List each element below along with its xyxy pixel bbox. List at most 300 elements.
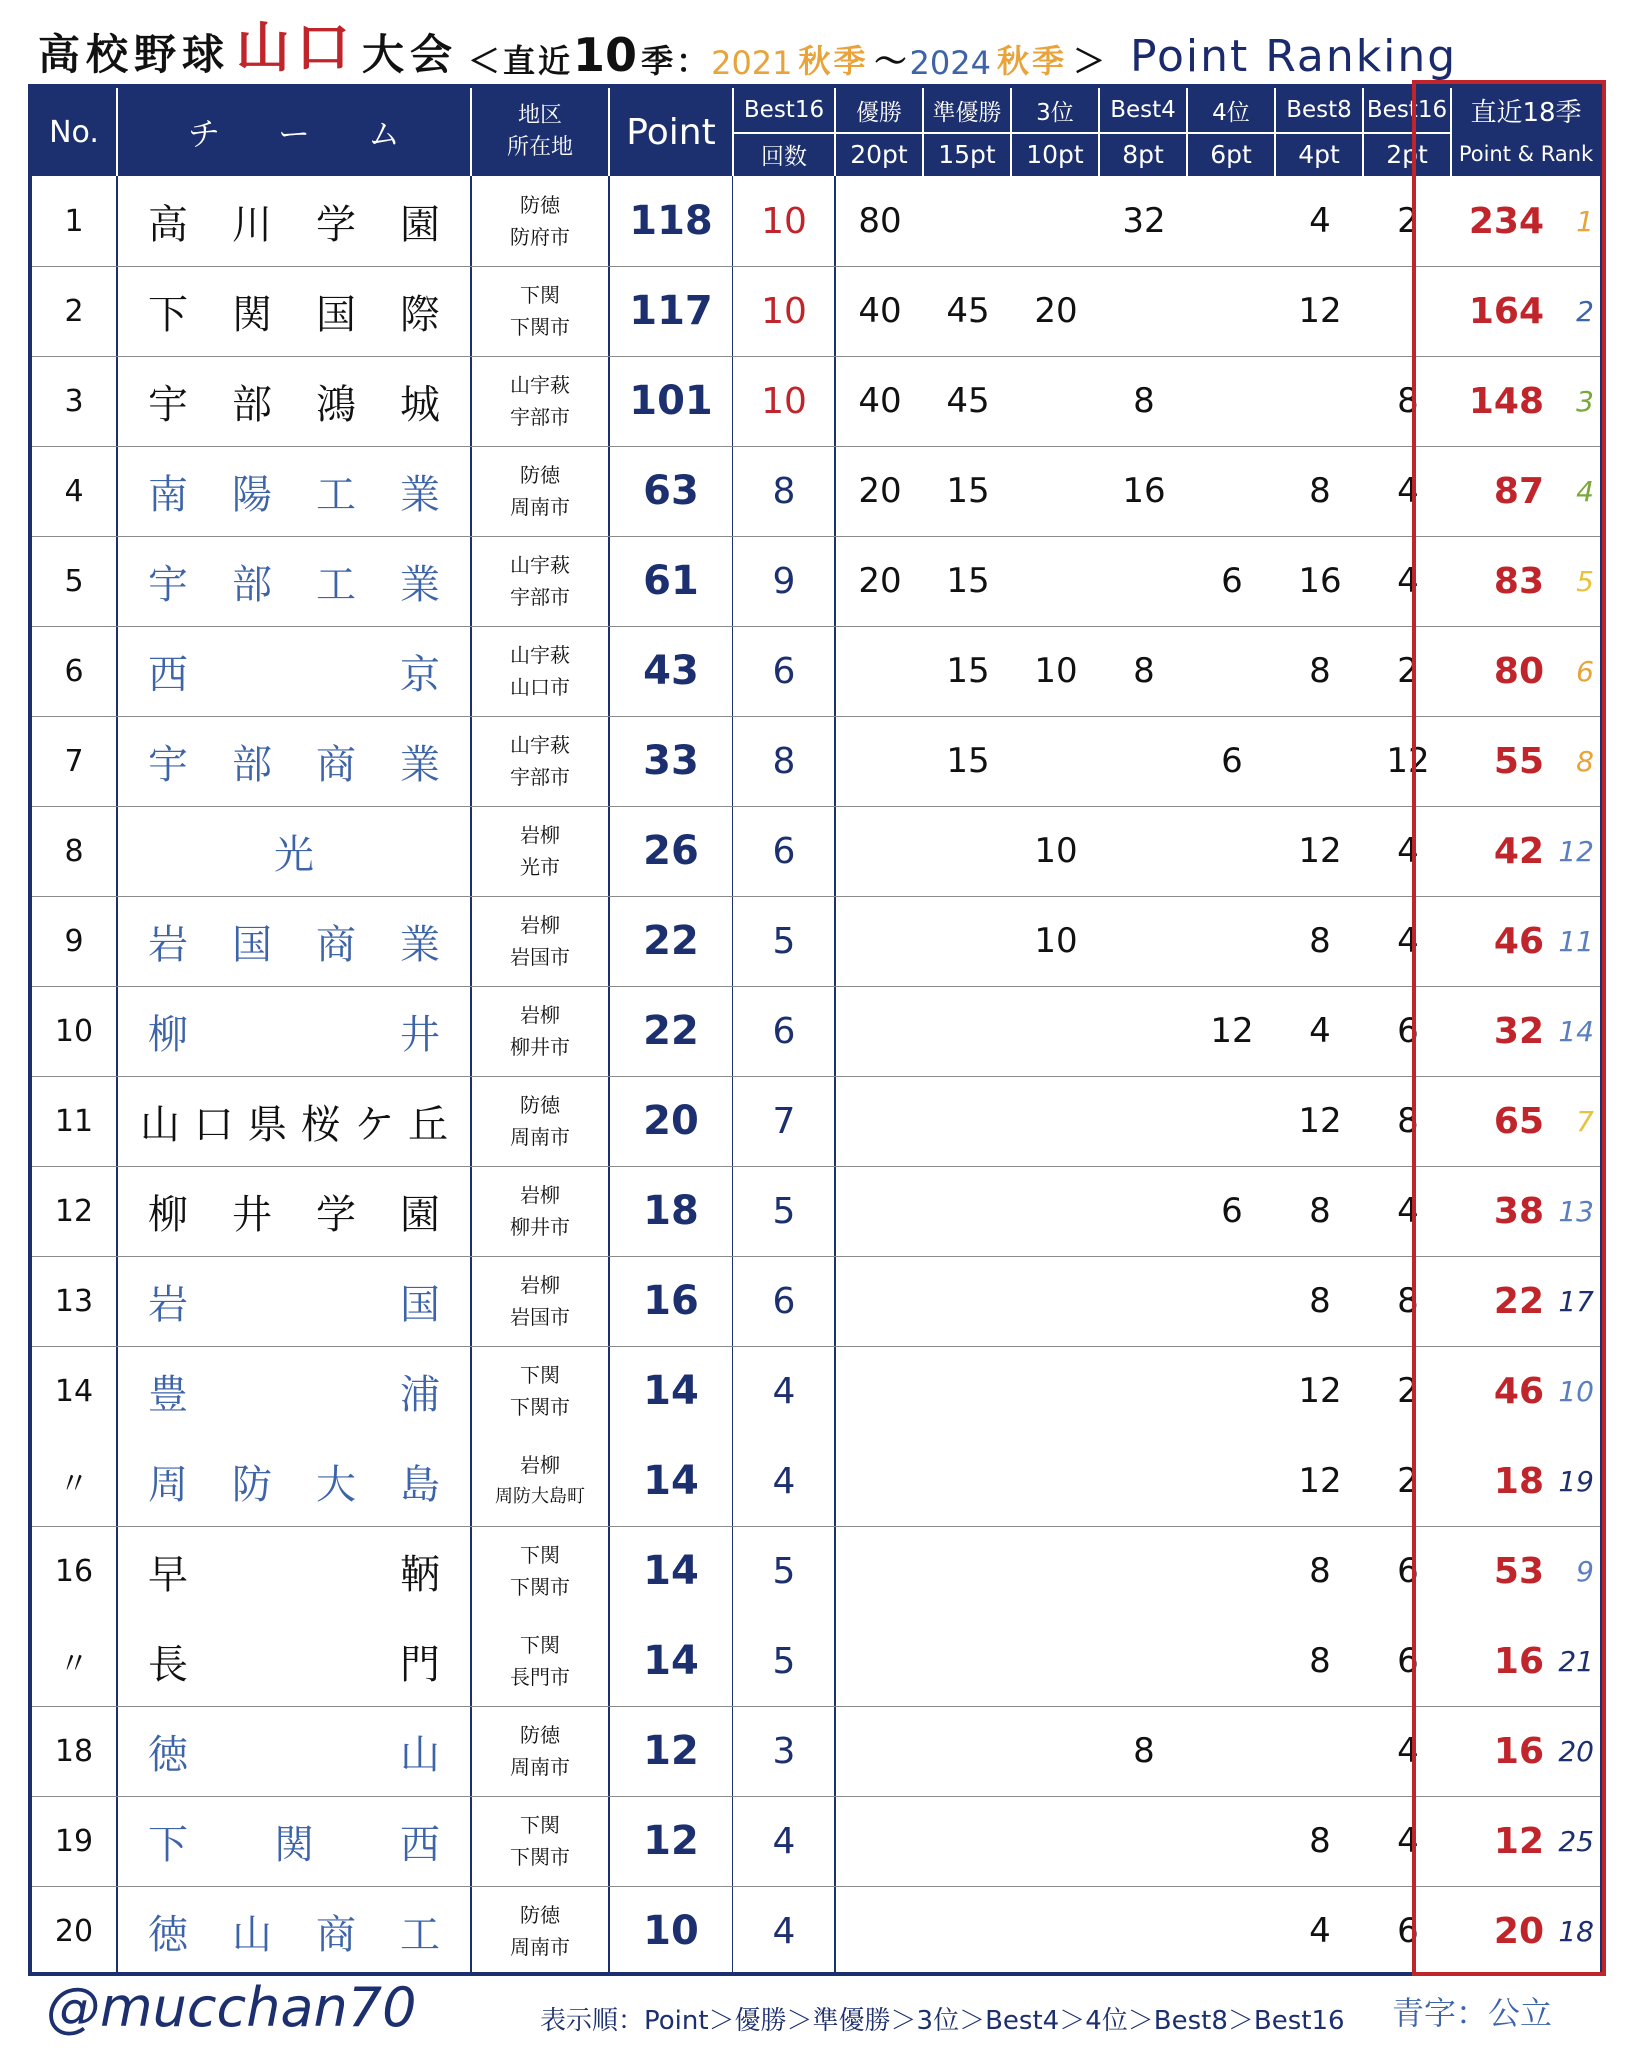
best16-count: 8	[772, 740, 796, 782]
team-name	[118, 1436, 470, 1526]
result-points: 80	[858, 201, 902, 241]
team-name-char: 井	[400, 1011, 440, 1058]
result-points	[924, 176, 1012, 266]
team-name-char: 宇	[148, 381, 188, 428]
team-name-char: 宇	[148, 561, 188, 608]
table-row	[32, 1706, 1600, 1796]
result-points: 8	[1309, 1191, 1331, 1231]
team-name-char: 光	[274, 831, 314, 878]
team-name	[118, 1256, 470, 1346]
city: 下関市	[510, 315, 570, 339]
team-name	[118, 986, 470, 1076]
recent-total-point: 55	[1493, 740, 1544, 782]
table-row	[32, 716, 1600, 806]
recent-total-point: 16	[1493, 1640, 1544, 1682]
total-point: 63	[643, 468, 699, 514]
title-tournament: 大会	[362, 30, 459, 79]
title-to-season: 秋季	[996, 42, 1067, 80]
team-name	[118, 176, 470, 266]
page-title	[38, 14, 1608, 82]
result-points: 2	[1397, 1461, 1419, 1501]
result-points	[836, 1076, 924, 1166]
city: 宇部市	[510, 585, 570, 609]
header-col-label: Best16	[1366, 97, 1448, 123]
result-points	[1188, 1436, 1276, 1526]
team-name	[118, 1706, 470, 1796]
rank-number: 16	[54, 1553, 94, 1589]
header-area	[472, 88, 608, 176]
result-points	[1100, 896, 1188, 986]
city: 岩国市	[510, 945, 570, 969]
recent-rank: 9	[1576, 1554, 1594, 1588]
rank-number: 〃	[59, 1467, 89, 1502]
district: 山宇萩	[510, 553, 570, 577]
city: 柳井市	[510, 1215, 570, 1239]
team-location	[472, 1616, 608, 1706]
district: 山宇萩	[510, 643, 570, 667]
table-row	[32, 986, 1600, 1076]
best16-count: 4	[772, 1460, 796, 1502]
rank-number: 12	[54, 1193, 94, 1229]
team-location	[472, 1796, 608, 1886]
district: 下関	[520, 1543, 560, 1567]
city: 下関市	[510, 1845, 570, 1869]
result-points: 12	[1298, 831, 1342, 871]
team-name-char: 南	[148, 471, 188, 518]
recent-total-point: 12	[1493, 1820, 1544, 1862]
result-points: 15	[946, 561, 990, 601]
header-best16-count-bottom: 回数	[761, 143, 807, 170]
recent-total-point: 18	[1493, 1460, 1544, 1502]
district: 下関	[520, 1363, 560, 1387]
recent-total-point: 80	[1493, 650, 1544, 692]
recent-rank: 21	[1558, 1644, 1594, 1678]
recent-rank: 1	[1576, 204, 1594, 238]
recent-rank: 3	[1576, 384, 1594, 418]
result-points	[924, 1886, 1012, 1976]
result-points	[1100, 1256, 1188, 1346]
total-point: 14	[643, 1368, 699, 1414]
team-location	[472, 1706, 608, 1796]
result-points	[1188, 356, 1276, 446]
header-col-points: 4pt	[1298, 139, 1340, 169]
rank-number: 11	[54, 1103, 94, 1139]
title-seasons: 10	[573, 28, 638, 82]
result-points	[836, 1166, 924, 1256]
team-location	[472, 1526, 608, 1616]
result-points: 40	[858, 291, 902, 331]
recent-total-point: 164	[1468, 290, 1544, 332]
team-name-char: 西	[400, 1821, 440, 1868]
total-point: 18	[643, 1188, 699, 1234]
result-points	[924, 1346, 1012, 1436]
team-name-char: 大	[316, 1461, 356, 1508]
rank-number: 6	[64, 653, 84, 689]
team-name-char: 丘	[407, 1101, 448, 1148]
team-name-char: 商	[316, 1911, 356, 1958]
total-point: 14	[643, 1548, 699, 1594]
result-points	[1100, 1346, 1188, 1436]
city: 宇部市	[510, 765, 570, 789]
district: 防徳	[520, 1723, 560, 1747]
result-points	[836, 1706, 924, 1796]
team-name	[118, 1796, 470, 1886]
result-points: 4	[1397, 831, 1419, 871]
result-points: 8	[1309, 1281, 1331, 1321]
team-location	[472, 1436, 608, 1526]
district: 岩柳	[520, 1453, 560, 1477]
result-points	[1188, 1616, 1276, 1706]
team-name-char: 防	[232, 1461, 272, 1508]
team-name-char: 桜	[300, 1101, 341, 1148]
recent-rank: 5	[1576, 564, 1594, 598]
table-row	[32, 1346, 1600, 1436]
header-best16-count-top: Best16	[743, 97, 825, 123]
result-points: 12	[1298, 1371, 1342, 1411]
result-points: 16	[1122, 471, 1166, 511]
team-name-char: 部	[232, 561, 272, 608]
header-team-char: チ	[188, 115, 221, 153]
recent-total-point: 87	[1493, 470, 1544, 512]
team-name-char: 岩	[148, 1281, 188, 1328]
district: 下関	[520, 1813, 560, 1837]
result-points: 4	[1397, 1731, 1419, 1771]
recent-total-point: 32	[1493, 1010, 1544, 1052]
result-points	[1188, 1886, 1276, 1976]
result-points	[1100, 1076, 1188, 1166]
ranking-table	[28, 84, 1604, 1976]
result-points	[1188, 1706, 1276, 1796]
total-point: 26	[643, 828, 699, 874]
result-points	[836, 1616, 924, 1706]
table-row	[32, 896, 1600, 986]
recent-rank: 17	[1558, 1284, 1594, 1318]
total-point: 12	[643, 1818, 699, 1864]
result-points: 12	[1298, 1461, 1342, 1501]
recent-total-point: 234	[1468, 200, 1544, 242]
header-col-label: Best8	[1286, 97, 1352, 123]
best16-count: 6	[772, 650, 796, 692]
team-name-char: 島	[400, 1461, 440, 1508]
district: 岩柳	[520, 913, 560, 937]
team-name-char: 柳	[148, 1191, 188, 1238]
district: 岩柳	[520, 1003, 560, 1027]
rank-number: 4	[64, 473, 84, 509]
result-points	[1100, 1796, 1188, 1886]
result-points	[1100, 1436, 1188, 1526]
team-name	[118, 896, 470, 986]
team-name-char: 関	[232, 291, 272, 338]
result-points: 8	[1397, 381, 1419, 421]
team-name-char: 業	[400, 741, 440, 788]
district: 山宇萩	[510, 733, 570, 757]
city: 防府市	[510, 225, 570, 249]
recent-rank: 6	[1576, 654, 1594, 688]
header-area-line2: 所在地	[506, 135, 573, 160]
rank-number: 10	[54, 1013, 94, 1049]
best16-count: 4	[772, 1820, 796, 1862]
total-point: 43	[643, 648, 699, 694]
result-points	[1012, 1796, 1100, 1886]
best16-count: 4	[772, 1370, 796, 1412]
best16-count: 10	[761, 200, 807, 242]
result-points: 16	[1298, 561, 1342, 601]
result-points: 2	[1397, 1371, 1419, 1411]
result-points: 8	[1309, 1821, 1331, 1861]
rank-number: 〃	[59, 1647, 89, 1682]
team-name-char: 柳	[148, 1011, 188, 1058]
result-points	[1012, 1526, 1100, 1616]
result-points: 45	[946, 381, 990, 421]
team-name-char: 部	[232, 741, 272, 788]
team-location	[472, 1076, 608, 1166]
result-points	[1012, 1076, 1100, 1166]
total-point: 118	[629, 198, 713, 244]
district: 防徳	[520, 1093, 560, 1117]
author-handle: @mucchan70	[46, 1976, 417, 2039]
city: 岩国市	[510, 1305, 570, 1329]
recent-rank: 25	[1558, 1824, 1594, 1858]
table-row	[32, 1076, 1600, 1166]
result-points	[1100, 1166, 1188, 1256]
team-name	[118, 1616, 470, 1706]
team-name-char: 園	[400, 1191, 440, 1238]
result-points	[1188, 1256, 1276, 1346]
team-name-char: 学	[316, 1191, 356, 1238]
header-no: No.	[49, 114, 99, 150]
team-location	[472, 896, 608, 986]
result-points	[836, 986, 924, 1076]
result-points	[1012, 1346, 1100, 1436]
result-points: 12	[1298, 291, 1342, 331]
result-points	[1188, 896, 1276, 986]
result-points	[1188, 1526, 1276, 1616]
result-points	[836, 1256, 924, 1346]
team-name-char: 長	[148, 1641, 188, 1688]
team-name	[118, 716, 470, 806]
title-seasons-unit: 季：	[641, 42, 712, 80]
result-points	[1100, 806, 1188, 896]
district: 防徳	[520, 193, 560, 217]
team-name-char: 徳	[148, 1911, 188, 1958]
team-name-char: 岩	[148, 921, 188, 968]
recent-rank: 20	[1558, 1734, 1594, 1768]
result-points: 4	[1397, 1191, 1419, 1231]
team-location	[472, 986, 608, 1076]
rank-number: 2	[64, 293, 84, 329]
team-name-char: 下	[148, 291, 188, 338]
total-point: 22	[643, 1008, 699, 1054]
recent-total-point: 42	[1493, 830, 1544, 872]
result-points	[1012, 1886, 1100, 1976]
total-point: 14	[643, 1638, 699, 1684]
team-name-char: 国	[232, 921, 272, 968]
result-points: 6	[1397, 1551, 1419, 1591]
best16-count: 10	[761, 290, 807, 332]
city: 下関市	[510, 1575, 570, 1599]
result-points: 15	[946, 651, 990, 691]
recent-rank: 8	[1576, 744, 1594, 778]
city: 光市	[520, 855, 560, 879]
team-name-char: 山	[400, 1731, 440, 1778]
recent-total-point: 16	[1493, 1730, 1544, 1772]
header-col-points: 10pt	[1026, 139, 1084, 169]
header-col-points: 8pt	[1122, 139, 1164, 169]
team-location	[472, 716, 608, 806]
result-points: 6	[1221, 561, 1243, 601]
city: 周南市	[510, 495, 570, 519]
total-point: 22	[643, 918, 699, 964]
rank-number: 14	[54, 1373, 94, 1409]
city: 周南市	[510, 1125, 570, 1149]
result-points: 12	[1298, 1101, 1342, 1141]
city: 山口市	[510, 675, 570, 699]
result-points	[1012, 536, 1100, 626]
result-points	[924, 1256, 1012, 1346]
team-name	[118, 1076, 470, 1166]
table-row	[32, 1256, 1600, 1346]
rank-number: 3	[64, 383, 84, 419]
team-location	[472, 1166, 608, 1256]
city: 周南市	[510, 1935, 570, 1959]
team-name-char: 工	[400, 1911, 440, 1958]
result-points	[1276, 1706, 1364, 1796]
result-points	[1012, 1256, 1100, 1346]
team-name-char: 学	[316, 201, 356, 248]
district: 下関	[520, 1633, 560, 1657]
result-points	[1012, 1436, 1100, 1526]
team-location	[472, 1886, 608, 1976]
result-points	[1012, 716, 1100, 806]
table-row	[32, 1166, 1600, 1256]
rank-number: 13	[54, 1283, 94, 1319]
team-name-char: 高	[148, 201, 188, 248]
recent-rank: 12	[1558, 834, 1594, 868]
recent-total-point: 46	[1493, 920, 1544, 962]
table-row	[32, 626, 1600, 716]
result-points: 12	[1210, 1011, 1254, 1051]
result-points	[1100, 536, 1188, 626]
recent-total-point: 53	[1493, 1550, 1544, 1592]
table-row	[32, 446, 1600, 536]
result-points	[1188, 1076, 1276, 1166]
title-prefecture: 山口	[236, 16, 357, 79]
result-points: 4	[1309, 201, 1331, 241]
best16-count: 5	[772, 920, 796, 962]
result-points	[1012, 356, 1100, 446]
recent-rank: 14	[1558, 1014, 1594, 1048]
result-points: 20	[858, 561, 902, 601]
best16-count: 10	[761, 380, 807, 422]
total-point: 33	[643, 738, 699, 784]
result-points	[1276, 716, 1364, 806]
recent-total-point: 148	[1468, 380, 1544, 422]
title-main: 高校野球	[38, 30, 231, 79]
recent-total-point: 83	[1493, 560, 1544, 602]
result-points: 4	[1397, 1821, 1419, 1861]
result-points: 8	[1397, 1281, 1419, 1321]
best16-count: 6	[772, 1280, 796, 1322]
result-points	[836, 626, 924, 716]
total-point: 16	[643, 1278, 699, 1324]
result-points	[924, 1616, 1012, 1706]
city: 周防大島町	[495, 1486, 585, 1507]
result-points	[836, 716, 924, 806]
team-name-char: 城	[400, 381, 440, 428]
table-row	[32, 806, 1600, 896]
best16-count: 6	[772, 1010, 796, 1052]
recent-rank: 4	[1576, 474, 1594, 508]
team-name-char: 門	[400, 1641, 440, 1688]
result-points: 8	[1133, 651, 1155, 691]
title-open: ＜直近	[468, 42, 574, 80]
team-name-char: 部	[232, 381, 272, 428]
result-points: 20	[858, 471, 902, 511]
result-points: 8	[1133, 381, 1155, 421]
best16-count: 8	[772, 470, 796, 512]
city: 柳井市	[510, 1035, 570, 1059]
result-points: 8	[1309, 651, 1331, 691]
team-location	[472, 536, 608, 626]
result-points	[1100, 266, 1188, 356]
result-points	[1012, 446, 1100, 536]
title-from-season: 秋季	[798, 42, 869, 80]
result-points: 2	[1397, 651, 1419, 691]
total-point: 101	[629, 378, 713, 424]
title-to-year: 2024	[909, 44, 991, 82]
result-points	[1276, 356, 1364, 446]
result-points: 40	[858, 381, 902, 421]
district: 防徳	[520, 463, 560, 487]
team-name-char: 鞆	[400, 1551, 440, 1598]
team-name-char: 豊	[148, 1371, 188, 1418]
table-header	[32, 88, 1600, 176]
result-points	[836, 1526, 924, 1616]
team-location	[472, 1256, 608, 1346]
team-name-char: 際	[400, 291, 440, 338]
result-points	[1012, 986, 1100, 1076]
result-points	[1188, 446, 1276, 536]
result-points: 45	[946, 291, 990, 331]
team-name	[118, 266, 470, 356]
result-points: 6	[1397, 1011, 1419, 1051]
team-name-char: 園	[400, 201, 440, 248]
team-name-char: 下	[148, 1821, 188, 1868]
recent-rank: 13	[1558, 1194, 1594, 1228]
team-name-char: 業	[400, 471, 440, 518]
team-name-char: 鴻	[316, 381, 356, 428]
header-recent-sub: Point & Rank	[1458, 142, 1594, 166]
result-points: 6	[1221, 741, 1243, 781]
result-points	[1100, 1886, 1188, 1976]
result-points: 20	[1034, 291, 1078, 331]
result-points: 8	[1309, 921, 1331, 961]
result-points: 8	[1397, 1101, 1419, 1141]
recent-rank: 2	[1576, 294, 1594, 328]
team-name	[118, 1346, 470, 1436]
table-row	[32, 1796, 1600, 1886]
header-team-char: ー	[277, 115, 310, 153]
header-recent: 直近18季	[1470, 97, 1582, 128]
header-col-label: 準優勝	[932, 99, 1002, 126]
recent-rank: 11	[1558, 924, 1594, 958]
header-area-line1: 地区	[517, 103, 562, 128]
team-name-char: 県	[247, 1101, 288, 1148]
recent-rank: 10	[1558, 1374, 1594, 1408]
rank-number: 20	[54, 1913, 94, 1949]
recent-total-point: 46	[1493, 1370, 1544, 1412]
total-point: 14	[643, 1458, 699, 1504]
